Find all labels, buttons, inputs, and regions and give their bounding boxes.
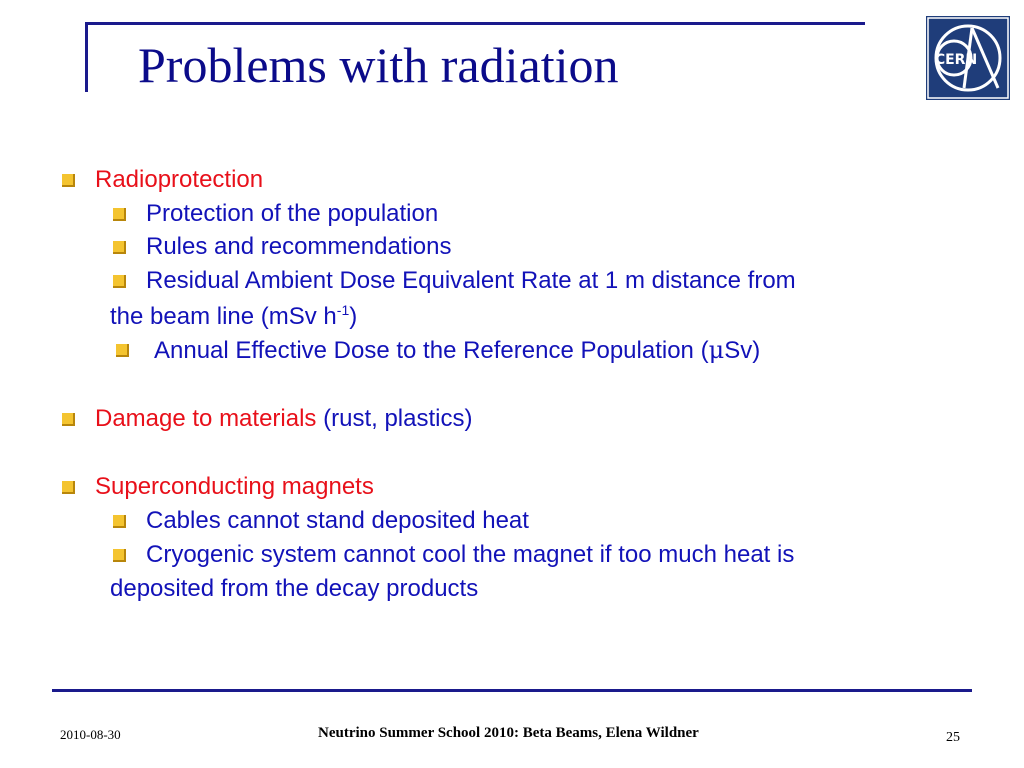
item-residual-line2 [110,303,357,329]
item-cryo-line1: Cryogenic system cannot cool the magnet if too much heat is [146,541,795,568]
damage-detail: (rust, plastics) [316,405,473,432]
mu-symbol: μ [708,336,725,364]
item-annual-dose [154,338,760,363]
slide-title: Problems with radiation [138,37,619,93]
bullet-icon [62,174,75,187]
residual-close: ) [349,303,358,330]
residual-text: the beam line (mSv h [110,303,337,330]
sub-bullet-icon [116,344,129,357]
heading-damage [95,407,472,431]
sub-bullet-icon [113,549,126,562]
footer-rule [52,689,972,692]
residual-superscript: -1 [336,302,350,318]
heading-radioprotection: Radioprotection [95,166,264,193]
footer-event: Neutrino Summer School 2010: Beta Beams, Elena Wildner [318,725,699,741]
page-number: 25 [946,730,960,745]
item-cables: Cables cannot stand deposited heat [146,507,529,534]
sub-bullet-icon [113,241,126,254]
bullet-icon [62,481,75,494]
sub-bullet-icon [113,515,126,528]
annual-text: Annual Effective Dose to the Reference Population ( [154,337,709,364]
bullet-icon [62,413,75,426]
svg-text:CERN: CERN [934,52,978,68]
damage-label: Damage to materials [95,405,317,432]
sub-bullet-icon [113,208,126,221]
item-residual-line1: Residual Ambient Dose Equivalent Rate at 1 m distance from [146,267,796,294]
item-rules: Rules and recommendations [146,233,452,260]
annual-unit: Sv) [724,337,761,364]
footer-date: 2010-08-30 [60,727,121,742]
heading-superconducting: Superconducting magnets [95,473,374,500]
item-cryo-line2: deposited from the decay products [110,575,479,602]
sub-bullet-icon [113,275,126,288]
item-protection: Protection of the population [146,200,439,227]
